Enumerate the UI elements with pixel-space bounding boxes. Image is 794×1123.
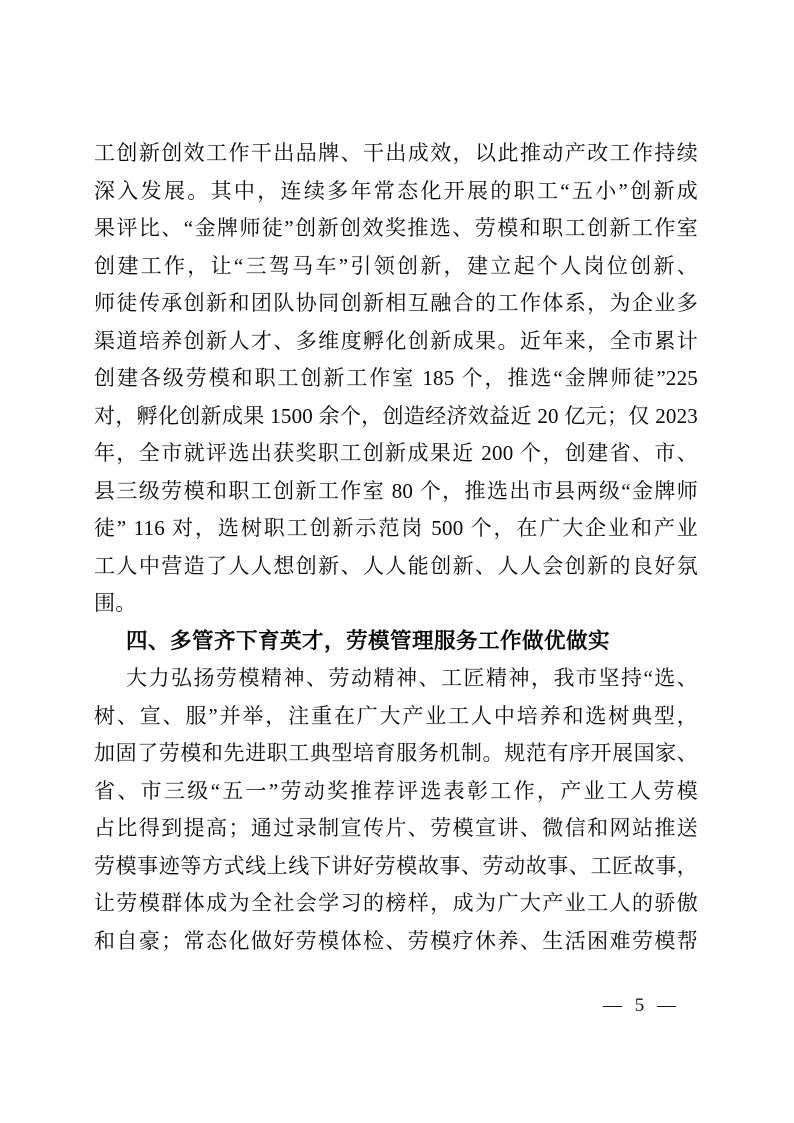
text-line: 和自豪；常态化做好劳模体检、劳模疗休养、生活困难劳模帮 — [94, 928, 698, 953]
text-line: 深入发展。其中，连续多年常态化开展的职工“五小”创新成 — [94, 178, 698, 203]
text-line: 工创新创效工作干出品牌、干出成效，以此推动产改工作持续 — [94, 141, 698, 165]
text-line: 徒” 116 对，选树职工创新示范岗 500 个，在广大企业和产业 — [94, 516, 698, 540]
text-line: 果评比、“金牌师徒”创新创效奖推选、劳模和职工创新工作室 — [94, 216, 698, 240]
text-line: 占比得到提高；通过录制宣传片、劳模宣讲、微信和网站推送 — [94, 816, 698, 840]
text-line: 劳模事迹等方式线上线下讲好劳模故事、劳动故事、工匠故事， — [94, 853, 698, 878]
text-line: 围。 — [94, 591, 137, 615]
text-line: 县三级劳模和职工创新工作室 80 个，推选出市县两级“金牌师 — [94, 478, 698, 503]
text-line: 创建工作，让“三驾马车”引领创新，建立起个人岗位创新、 — [94, 253, 698, 278]
text-line: 树、宣、服”并举，注重在广大产业工人中培养和选树典型， — [94, 703, 698, 728]
page-footer — [594, 995, 686, 1017]
text-line: 工人中营造了人人想创新、人人能创新、人人会创新的良好氛 — [94, 553, 698, 578]
document-body — [94, 135, 698, 960]
text-line: 让劳模群体成为全社会学习的榜样，成为广大产业工人的骄傲 — [94, 891, 698, 915]
section-heading: 四、多管齐下育英才，劳模管理服务工作做优做实 — [126, 628, 611, 653]
text-line: 对，孵化创新成果 1500 余个，创造经济效益近 20 亿元；仅 2023 — [94, 403, 698, 428]
text-line: 渠道培养创新人才、多维度孵化创新成果。近年来，全市累计 — [94, 328, 698, 353]
text-line: 师徒传承创新和团队协同创新相互融合的工作体系，为企业多 — [94, 291, 698, 315]
text-line: 创建各级劳模和职工创新工作室 185 个，推选“金牌师徒”225 — [94, 366, 698, 390]
text-line: 加固了劳模和先进职工典型培育服务机制。规范有序开展国家、 — [94, 741, 698, 765]
text-line: 年，全市就评选出获奖职工创新成果近 200 个，创建省、市、 — [94, 441, 698, 465]
text-line: 省、市三级“五一”劳动奖推荐评选表彰工作，产业工人劳模 — [94, 778, 698, 803]
page-number: — 5 — — [603, 995, 677, 1016]
text-line: 大力弘扬劳模精神、劳动精神、工匠精神，我市坚持“选、 — [126, 666, 698, 690]
